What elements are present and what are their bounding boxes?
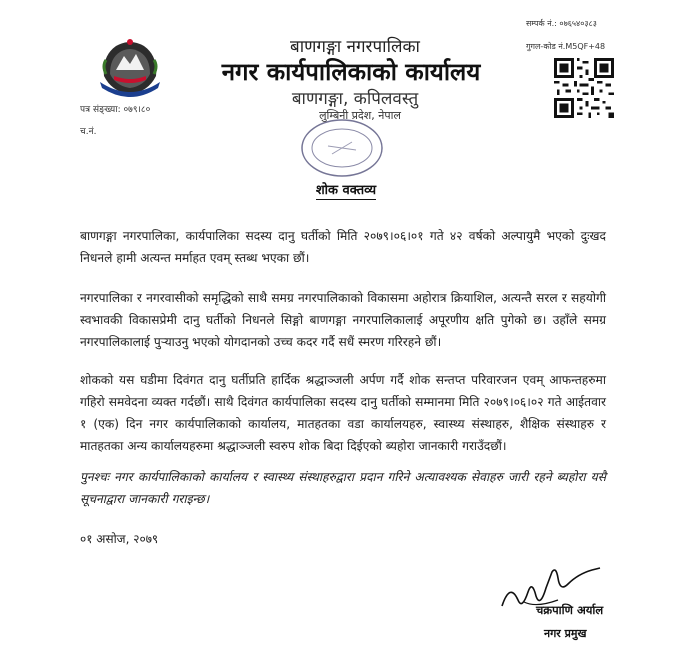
paragraph-3: शोकको यस घडीमा दिवंगत दानु घर्तीप्रति हार्दिक श्रद्धाञ्जली अर्पण गर्दै शोक सन्तप्त परिवारजन एवम् आफन्तहरुमा गहिरो समवेदना व्यक्त गर्दछौं। साथै दिवंगत कार्यपालिका सदस्य दानु घर्तीको सम्मानमा मिति २०७९।०६।०२ गते आईतवार १ (एक) दिन नगर कार्यपालिकाको कार्यालय, मातहतका वडा कार्यालयहरु, स्वास्थ्य संस्थाहरु, शैक्षिक संस्थाहरु र मातहतका अन्य कार्यालयहरुमा श्रद्धाञ्जली स्वरुप शोक बिदा दिईएको ब्यहोरा जानकारी गराउँदछौं।: [80, 373, 606, 453]
plus-code: गुगल-कोड नं.M5QF+48: [526, 42, 606, 51]
document-date: ०१ असोज, २०७९: [80, 532, 159, 546]
office-location: बाणगङ्गा, कपिलवस्तु: [291, 89, 419, 109]
municipality-name: बाणगङ्गा नगरपालिका: [290, 37, 420, 57]
paragraph-1: बाणगङ्गा नगरपालिका, कार्यपालिका सदस्य दानु घर्तीको मिति २०७९।०६।०१ गते ४२ वर्षको अल्पायुमै भएको दुःखद निधनले हामी अत्यन्त मर्माहत एवम् स्तब्ध भएका छौं।: [80, 229, 606, 265]
province-line: लुम्बिनी प्रदेश, नेपाल: [319, 109, 401, 122]
office-stamp: [298, 116, 386, 180]
document-title: [0, 180, 680, 198]
signatory-name: चक्रपाणि अर्याल: [536, 603, 604, 617]
dispatch-number: च.नं.: [80, 127, 97, 137]
signatory-title: नगर प्रमुख: [544, 627, 587, 640]
contact-number: सम्पर्क नं.: ०७६५४०३८३: [526, 19, 597, 28]
postscript-paragraph: पुनश्चः नगर कार्यपालिकाको कार्यालय र स्वास्थ्य संस्थाहरुद्वारा प्रदान गरिने अत्यावश्यक सेवाहरु जारी रहने ब्यहोरा यसै सूचनाद्वारा जानकारी गराइन्छ।: [80, 470, 606, 506]
document-title-text: शोक वक्तव्य: [315, 183, 377, 198]
qr-code: [554, 58, 614, 118]
office-name: नगर कार्यपालिकाको कार्यालय: [221, 58, 481, 86]
reference-number: पत्र संङ्ख्या: ०७९।८०: [80, 105, 151, 115]
paragraph-2: नगरपालिका र नगरवासीको समृद्धिको साथै समग्र नगरपालिकाको विकासमा अहोरात्र क्रियाशिल, अत्यन्तै सरल र सहयोगी स्वभावकी विकासप्रेमी दानु घर्तीको निधनले सिङ्गो बाणगङ्गा नगरपालिकालाई अपूरणीय क्षति पुगेको छ। उहाँले समग्र नगरपालिकालाई पुऱ्याउनु भएको योगदानको उच्च कदर गर्दै सधैं स्मरण गरिरहने छौं।: [80, 291, 606, 349]
